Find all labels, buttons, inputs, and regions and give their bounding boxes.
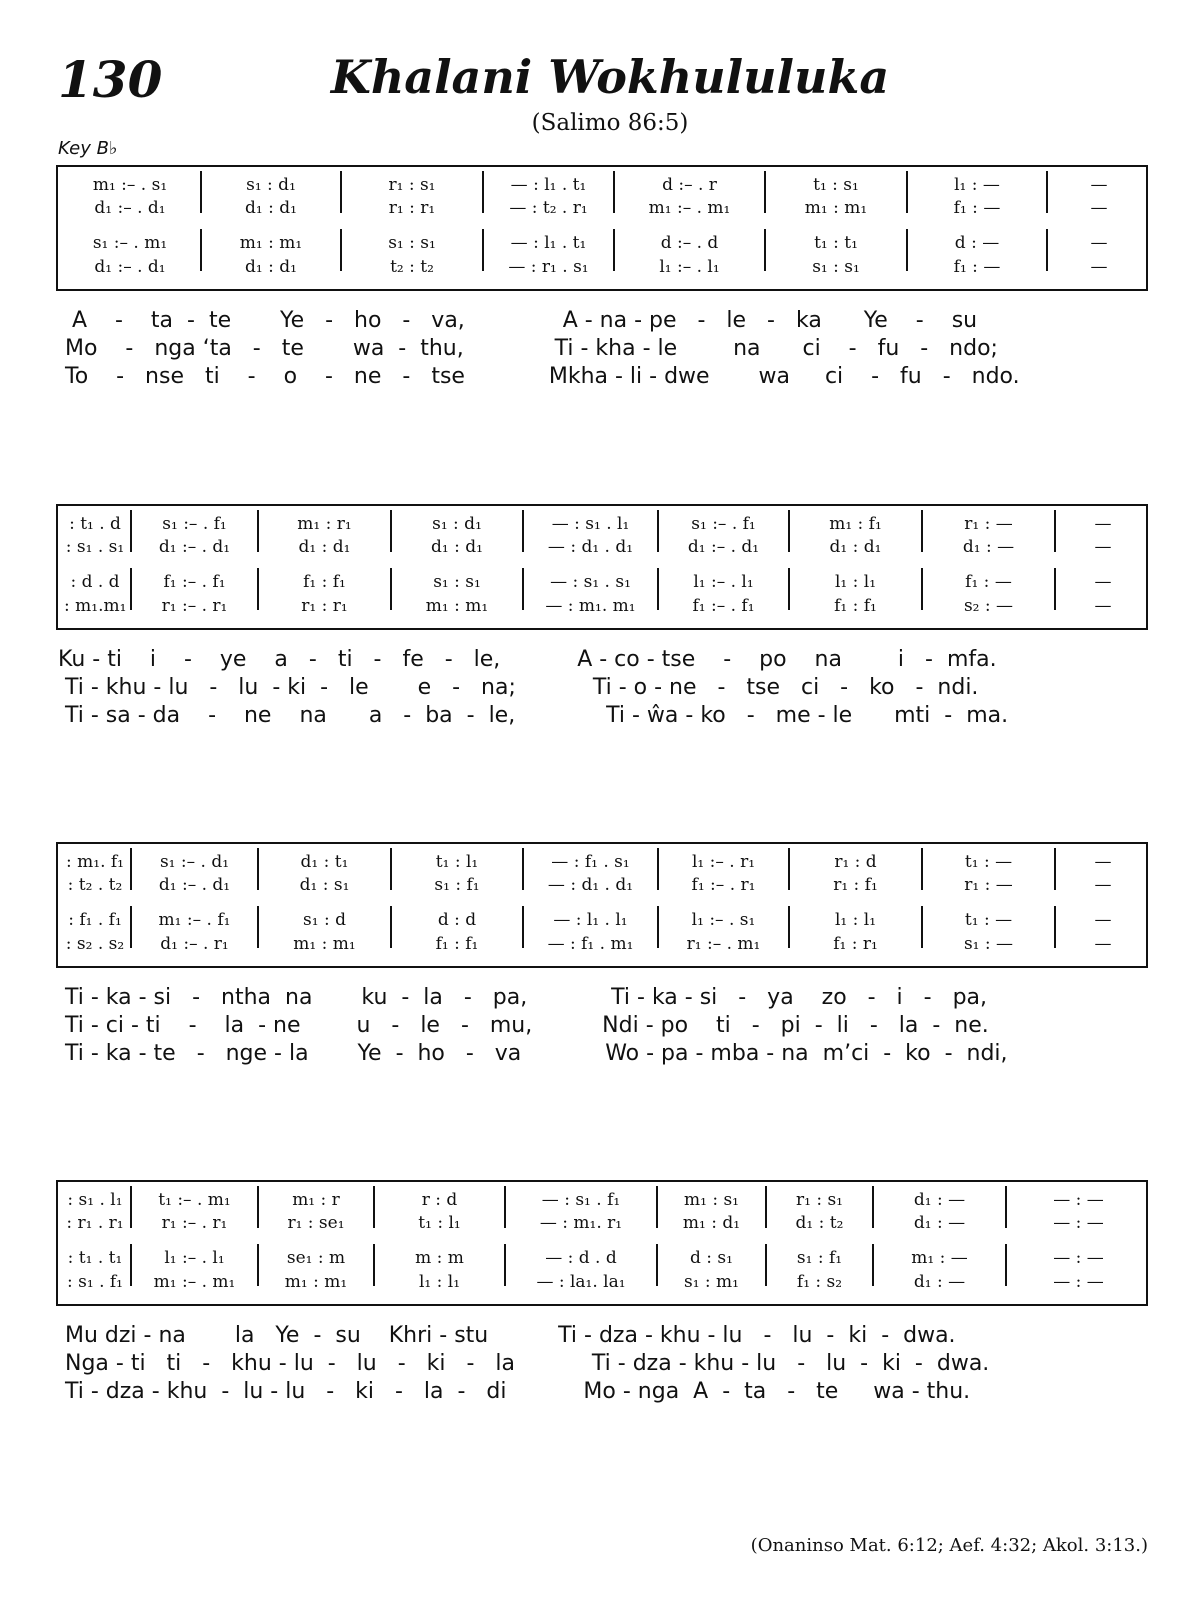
bar-line xyxy=(788,510,790,552)
note-cell: m₁ : m₁ xyxy=(284,1272,348,1292)
note-cell: l₁ : l₁ xyxy=(834,572,877,592)
note-cell: d₁ : d₁ xyxy=(245,198,297,218)
note-cell: r₁ : r₁ xyxy=(388,198,436,218)
note-cell: — xyxy=(1094,852,1112,872)
note-cell: d₁ : d₁ xyxy=(829,537,882,557)
staff-system-1 xyxy=(56,165,1148,291)
bar-line xyxy=(656,1186,658,1228)
note-cell: — : l₁ . t₁ xyxy=(510,175,587,195)
note-cell: — xyxy=(1094,514,1112,534)
note-cell: d : d xyxy=(437,910,477,930)
bar-line xyxy=(390,568,392,610)
bar-line xyxy=(764,229,766,271)
bar-line xyxy=(1054,510,1056,552)
note-cell: f₁ : — xyxy=(953,257,1001,277)
note-cell: : r₁ . r₁ xyxy=(66,1213,124,1233)
note-cell: — : s₁ . l₁ xyxy=(551,514,630,534)
note-cell: d :– . d xyxy=(660,233,719,253)
note-cell: — xyxy=(1090,233,1108,253)
note-cell: — : s₁ . s₁ xyxy=(550,572,631,592)
bar-line xyxy=(390,906,392,948)
note-cell: m₁ : f₁ xyxy=(829,514,882,534)
note-cell: r₁ : s₁ xyxy=(388,175,436,195)
note-cell: — : d . d xyxy=(545,1248,617,1268)
note-cell: m₁ : d₁ xyxy=(682,1213,741,1233)
note-cell: f₁ : s₂ xyxy=(796,1272,843,1292)
note-cell: f₁ :– . f₁ xyxy=(163,572,226,592)
note-cell: f₁ : — xyxy=(953,198,1001,218)
note-cell: f₁ : — xyxy=(965,572,1012,592)
note-cell: — : d₁ . d₁ xyxy=(547,875,634,895)
note-cell: t₁ : — xyxy=(964,910,1013,930)
bar-line xyxy=(482,229,484,271)
note-cell: r₁ : s₁ xyxy=(795,1190,843,1210)
note-cell: : s₁ . f₁ xyxy=(67,1272,123,1292)
bar-line xyxy=(390,848,392,890)
bar-line xyxy=(130,848,132,890)
bar-line xyxy=(130,1186,132,1228)
bar-line xyxy=(130,510,132,552)
bar-line xyxy=(130,1244,132,1286)
bar-line xyxy=(921,906,923,948)
bar-line xyxy=(921,848,923,890)
bar-line xyxy=(1046,229,1048,271)
note-cell: s₁ : — xyxy=(963,934,1014,954)
note-cell: : f₁ . f₁ xyxy=(68,910,122,930)
bar-line xyxy=(200,171,202,213)
bar-line xyxy=(788,848,790,890)
note-cell: s₁ :– . d₁ xyxy=(159,852,230,872)
note-cell: : s₁ . l₁ xyxy=(67,1190,123,1210)
note-cell: : s₁ . s₁ xyxy=(65,537,125,557)
note-cell: — xyxy=(1094,572,1112,592)
note-cell: m₁ : m₁ xyxy=(425,596,489,616)
note-cell: : t₂ . t₂ xyxy=(67,875,123,895)
note-cell: m₁ :– . m₁ xyxy=(648,198,731,218)
bar-line xyxy=(522,848,524,890)
staff-system-3 xyxy=(56,842,1148,968)
note-cell: r₁ :– . r₁ xyxy=(161,1213,228,1233)
bar-line xyxy=(340,229,342,271)
note-cell: s₂ : — xyxy=(963,596,1014,616)
note-cell: d₁ :– . r₁ xyxy=(160,934,229,954)
note-cell: — xyxy=(1090,198,1108,218)
lyric-line: Nga - ti ti - khu - lu - lu - ki - la Ti - dza - khu - lu - lu - ki - dwa. xyxy=(58,1351,990,1376)
note-cell: d₁ : d₁ xyxy=(431,537,483,557)
bar-line xyxy=(1046,171,1048,213)
note-cell: r₁ : — xyxy=(964,875,1013,895)
bar-line xyxy=(390,510,392,552)
lyric-line: Ti - khu - lu - lu - ki - le e - na; Ti - o - ne - tse ci - ko - ndi. xyxy=(58,675,979,700)
note-cell: m₁ : m₁ xyxy=(239,233,303,253)
note-cell: d₁ :– . d₁ xyxy=(687,537,760,557)
note-cell: t₁ :– . m₁ xyxy=(158,1190,231,1210)
note-cell: — : — xyxy=(1053,1248,1104,1268)
bar-line xyxy=(1054,568,1056,610)
bar-line xyxy=(504,1244,506,1286)
note-cell: f₁ :– . f₁ xyxy=(692,596,755,616)
note-cell: — xyxy=(1094,910,1112,930)
note-cell: : m₁. f₁ xyxy=(66,852,124,872)
note-cell: r₁ : se₁ xyxy=(287,1213,345,1233)
bar-line xyxy=(921,510,923,552)
note-cell: — : — xyxy=(1053,1190,1104,1210)
note-cell: f₁ : f₁ xyxy=(834,596,877,616)
staff-system-2 xyxy=(56,504,1148,630)
note-cell: f₁ : f₁ xyxy=(303,572,346,592)
lyric-line: Ti - ka - te - nge - la Ye - ho - va Wo - pa - mba - na m’ci - ko - ndi, xyxy=(58,1041,1008,1066)
bar-line xyxy=(1054,906,1056,948)
note-cell: se₁ : m xyxy=(286,1248,346,1268)
note-cell: d₁ : — xyxy=(913,1190,966,1210)
note-cell: s₁ : s₁ xyxy=(812,257,860,277)
bar-line xyxy=(613,171,615,213)
bar-line xyxy=(765,1244,767,1286)
note-cell: l₁ :– . l₁ xyxy=(164,1248,225,1268)
note-cell: t₁ : — xyxy=(964,852,1013,872)
note-cell: s₁ : d₁ xyxy=(246,175,296,195)
note-cell: t₁ : l₁ xyxy=(435,852,479,872)
lyric-line: Mu dzi - na la Ye - su Khri - stu Ti - dza - khu - lu - lu - ki - dwa. xyxy=(58,1323,956,1348)
note-cell: m₁ : — xyxy=(911,1248,968,1268)
note-cell: m₁ : r₁ xyxy=(297,514,352,534)
note-cell: r₁ : d xyxy=(834,852,877,872)
note-cell: s₁ : f₁ xyxy=(434,875,480,895)
staff-system-4 xyxy=(56,1180,1148,1306)
bar-line xyxy=(906,171,908,213)
bar-line xyxy=(257,1186,259,1228)
bar-line xyxy=(788,568,790,610)
note-cell: — : m₁. r₁ xyxy=(539,1213,623,1233)
bar-line xyxy=(522,510,524,552)
note-cell: r₁ : r₁ xyxy=(301,596,348,616)
note-cell: d₁ : — xyxy=(962,537,1015,557)
note-cell: l₁ :– . l₁ xyxy=(693,572,754,592)
note-cell: — : — xyxy=(1053,1213,1104,1233)
bar-line xyxy=(872,1244,874,1286)
bar-line xyxy=(257,1244,259,1286)
lyric-line: Ku - ti i - ye a - ti - fe - le, A - co - tse - po na i - mfa. xyxy=(58,647,997,672)
note-cell: f₁ :– . r₁ xyxy=(691,875,756,895)
note-cell: — : d₁ . d₁ xyxy=(547,537,634,557)
key-signature: Key B♭ xyxy=(58,138,118,159)
note-cell: d₁ : — xyxy=(913,1213,966,1233)
note-cell: d₁ : d₁ xyxy=(298,537,351,557)
note-cell: s₁ : s₁ xyxy=(433,572,481,592)
lyric-line: Ti - ka - si - ntha na ku - la - pa, Ti - ka - si - ya zo - i - pa, xyxy=(58,985,988,1010)
bar-line xyxy=(788,906,790,948)
note-cell: d₁ :– . d₁ xyxy=(158,537,231,557)
note-cell: s₁ : f₁ xyxy=(796,1248,843,1268)
bar-line xyxy=(200,229,202,271)
scripture-reference: (Salimo 86:5) xyxy=(531,110,689,136)
note-cell: l₁ : l₁ xyxy=(418,1272,461,1292)
note-cell: — : f₁ . s₁ xyxy=(551,852,630,872)
lyric-line: Ti - dza - khu - lu - lu - ki - la - di Mo - nga A - ta - te wa - thu. xyxy=(58,1379,971,1404)
lyric-line: A - ta - te Ye - ho - va, A - na - pe - le - ka Ye - su xyxy=(58,308,978,333)
note-cell: — : t₂ . r₁ xyxy=(509,198,588,218)
note-cell: d₁ : — xyxy=(913,1272,966,1292)
bar-line xyxy=(340,171,342,213)
note-cell: r₁ :– . r₁ xyxy=(161,596,228,616)
note-cell: r : d xyxy=(421,1190,458,1210)
note-cell: l₁ :– . r₁ xyxy=(691,852,756,872)
bar-line xyxy=(522,906,524,948)
bar-line xyxy=(373,1186,375,1228)
note-cell: l₁ : — xyxy=(954,175,1000,195)
note-cell: t₁ : s₁ xyxy=(813,175,859,195)
note-cell: — xyxy=(1094,537,1112,557)
note-cell: — : m₁. m₁ xyxy=(545,596,636,616)
note-cell: l₁ : l₁ xyxy=(834,910,877,930)
bar-line xyxy=(1054,848,1056,890)
bar-line xyxy=(482,171,484,213)
bar-line xyxy=(504,1186,506,1228)
note-cell: t₁ : t₁ xyxy=(814,233,858,253)
note-cell: s₁ :– . f₁ xyxy=(162,514,227,534)
note-cell: d₁ : s₁ xyxy=(299,875,350,895)
bar-line xyxy=(657,510,659,552)
note-cell: m : m xyxy=(415,1248,464,1268)
note-cell: d : s₁ xyxy=(690,1248,733,1268)
note-cell: d₁ : t₂ xyxy=(795,1213,844,1233)
lyric-line: Ti - ci - ti - la - ne u - le - mu, Ndi - po ti - pi - li - la - ne. xyxy=(58,1013,989,1038)
note-cell: r₁ : — xyxy=(964,514,1013,534)
note-cell: f₁ : f₁ xyxy=(435,934,479,954)
bar-line xyxy=(373,1244,375,1286)
note-cell: — : — xyxy=(1053,1272,1104,1292)
bar-line xyxy=(257,568,259,610)
note-cell: — : l₁ . t₁ xyxy=(510,233,587,253)
note-cell: s₁ : d xyxy=(303,910,346,930)
bar-line xyxy=(657,568,659,610)
note-cell: : d . d xyxy=(70,572,120,592)
note-cell: — : r₁ . s₁ xyxy=(508,257,589,277)
note-cell: d₁ :– . d₁ xyxy=(94,198,166,218)
note-cell: — : l₁ . l₁ xyxy=(553,910,628,930)
note-cell: — : s₁ . f₁ xyxy=(541,1190,621,1210)
footer-reference: (Onaninso Mat. 6:12; Aef. 4:32; Akol. 3:13.) xyxy=(750,1535,1148,1556)
note-cell: : t₁ . d xyxy=(69,514,121,534)
hymn-title: Khalani Wokhululuka xyxy=(330,50,890,104)
note-cell: t₁ : l₁ xyxy=(418,1213,461,1233)
bar-line xyxy=(522,568,524,610)
note-cell: m₁ : r xyxy=(292,1190,340,1210)
hymn-number: 130 xyxy=(58,50,163,109)
note-cell: : m₁.m₁ xyxy=(64,596,127,616)
note-cell: s₁ : m₁ xyxy=(683,1272,739,1292)
bar-line xyxy=(872,1186,874,1228)
note-cell: m₁ :– . f₁ xyxy=(158,910,231,930)
note-cell: m₁ : m₁ xyxy=(293,934,356,954)
lyric-line: Mo - nga ‘ta - te wa - thu, Ti - kha - le na ci - fu - ndo; xyxy=(58,336,998,361)
note-cell: d₁ : d₁ xyxy=(245,257,297,277)
note-cell: : t₁ . t₁ xyxy=(67,1248,123,1268)
note-cell: d₁ :– . d₁ xyxy=(158,875,231,895)
note-cell: d₁ :– . d₁ xyxy=(94,257,166,277)
bar-line xyxy=(921,568,923,610)
note-cell: : s₂ . s₂ xyxy=(65,934,125,954)
note-cell: t₂ : t₂ xyxy=(390,257,434,277)
note-cell: d₁ : t₁ xyxy=(300,852,349,872)
note-cell: — xyxy=(1094,596,1112,616)
note-cell: s₁ :– . m₁ xyxy=(92,233,168,253)
bar-line xyxy=(1005,1244,1007,1286)
lyric-line: To - nse ti - o - ne - tse Mkha - li - dwe wa ci - fu - ndo. xyxy=(58,364,1020,389)
lyric-line: Ti - sa - da - ne na a - ba - le, Ti - ŵa - ko - me - le mti - ma. xyxy=(58,703,1009,728)
bar-line xyxy=(657,906,659,948)
bar-line xyxy=(764,171,766,213)
bar-line xyxy=(657,848,659,890)
bar-line xyxy=(613,229,615,271)
bar-line xyxy=(257,510,259,552)
note-cell: s₁ :– . f₁ xyxy=(691,514,756,534)
note-cell: m₁ :– . s₁ xyxy=(92,175,168,195)
note-cell: — : la₁. la₁ xyxy=(536,1272,626,1292)
note-cell: — : f₁ . m₁ xyxy=(547,934,634,954)
note-cell: r₁ :– . m₁ xyxy=(686,934,761,954)
note-cell: d : — xyxy=(954,233,1000,253)
bar-line xyxy=(130,568,132,610)
note-cell: m₁ : m₁ xyxy=(804,198,868,218)
note-cell: — xyxy=(1094,934,1112,954)
note-cell: — xyxy=(1090,257,1108,277)
note-cell: s₁ : d₁ xyxy=(432,514,482,534)
bar-line xyxy=(257,906,259,948)
note-cell: s₁ : s₁ xyxy=(388,233,436,253)
bar-line xyxy=(257,848,259,890)
note-cell: — xyxy=(1090,175,1108,195)
note-cell: — xyxy=(1094,875,1112,895)
note-cell: m₁ : s₁ xyxy=(683,1190,739,1210)
note-cell: d :– . r xyxy=(662,175,717,195)
bar-line xyxy=(656,1244,658,1286)
bar-line xyxy=(130,906,132,948)
note-cell: l₁ :– . s₁ xyxy=(691,910,756,930)
bar-line xyxy=(765,1186,767,1228)
note-cell: l₁ :– . l₁ xyxy=(659,257,720,277)
note-cell: r₁ : f₁ xyxy=(833,875,878,895)
note-cell: m₁ :– . m₁ xyxy=(153,1272,236,1292)
bar-line xyxy=(906,229,908,271)
note-cell: f₁ : r₁ xyxy=(833,934,878,954)
bar-line xyxy=(1005,1186,1007,1228)
